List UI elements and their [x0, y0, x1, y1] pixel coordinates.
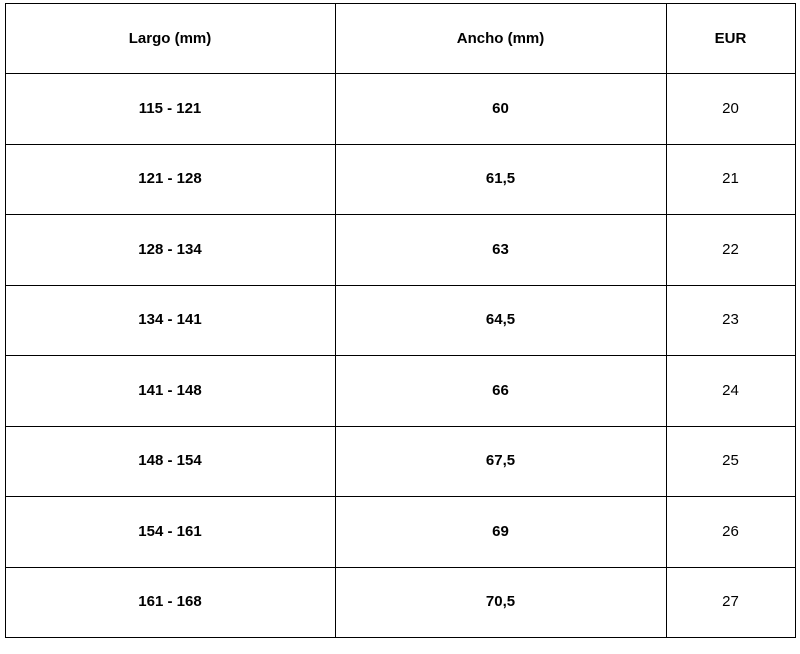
column-header-largo: Largo (mm): [5, 4, 335, 74]
column-header-eur: EUR: [666, 4, 795, 74]
cell-eur: 23: [666, 285, 795, 356]
table-row: [5, 144, 795, 215]
cell-eur: 21: [666, 144, 795, 215]
cell-largo: 121 - 128: [5, 144, 335, 215]
table-row: [5, 215, 795, 286]
cell-largo: 148 - 154: [5, 426, 335, 497]
cell-ancho: 60: [335, 74, 666, 145]
table-row: [5, 285, 795, 356]
cell-largo: 161 - 168: [5, 567, 335, 638]
table-row: [5, 426, 795, 497]
cell-ancho: 70,5: [335, 567, 666, 638]
table-row: [5, 356, 795, 427]
table-row: [5, 567, 795, 638]
cell-eur: 20: [666, 74, 795, 145]
cell-ancho: 66: [335, 356, 666, 427]
cell-largo: 141 - 148: [5, 356, 335, 427]
table-body: [5, 74, 795, 638]
cell-eur: 26: [666, 497, 795, 568]
cell-eur: 27: [666, 567, 795, 638]
table-row: [5, 497, 795, 568]
table-row: [5, 74, 795, 145]
cell-eur: 24: [666, 356, 795, 427]
table-header: [5, 4, 795, 74]
cell-largo: 134 - 141: [5, 285, 335, 356]
table-header-row: [5, 4, 795, 74]
cell-eur: 25: [666, 426, 795, 497]
cell-ancho: 63: [335, 215, 666, 286]
column-header-ancho: Ancho (mm): [335, 4, 666, 74]
cell-largo: 128 - 134: [5, 215, 335, 286]
cell-ancho: 69: [335, 497, 666, 568]
shoe-size-table: [5, 3, 796, 638]
cell-ancho: 61,5: [335, 144, 666, 215]
cell-largo: 115 - 121: [5, 74, 335, 145]
cell-ancho: 64,5: [335, 285, 666, 356]
cell-eur: 22: [666, 215, 795, 286]
cell-ancho: 67,5: [335, 426, 666, 497]
cell-largo: 154 - 161: [5, 497, 335, 568]
